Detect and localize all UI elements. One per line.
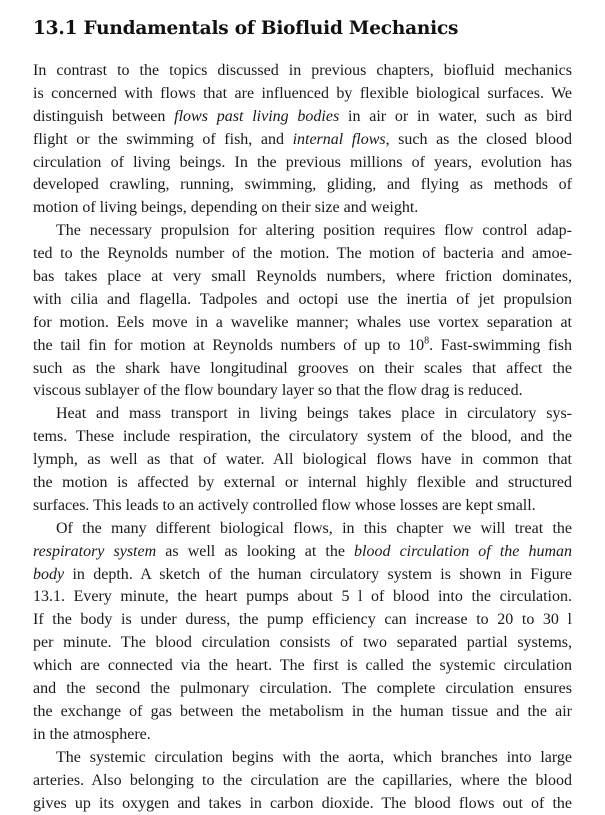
text-run: is concerned with flows that are influenced by flexible biological surfaces. We [33,85,572,102]
text-line [33,632,572,655]
text-run: flight or the swimming of fish, and [33,131,293,148]
text-run: surfaces. This leads to an actively controlled flow whose losses are kept small. [33,497,536,514]
text-line [33,609,572,632]
text-run: in air or in water, such as bird [339,108,572,125]
text-line [33,449,572,472]
text-run: for motion. Eels move in a wavelike manner; whales use vortex separation at [33,314,572,331]
text-run: lymph, as well as that of water. All biological flows have in common that [33,451,572,468]
emphasis-text: flows past living bodies [174,108,339,125]
text-run: developed crawling, running, swimming, gliding, and flying as methods of [33,176,572,193]
text-line [33,586,572,609]
text-run: 13.1. Every minute, the heart pumps about 5 l of blood into the circulation. [33,588,572,605]
text-run: the tail fin for motion at Reynolds numbers of up to 10 [33,337,424,354]
text-run: which are connected via the heart. The first is called the systemic circulation [33,657,572,674]
text-line [33,678,572,701]
text-line [33,403,572,426]
text-line [33,541,572,564]
text-line [33,380,572,403]
text-line [33,266,572,289]
text-line [33,793,572,815]
text-line [33,335,572,358]
text-run: motion of living beings, depending on their size and weight. [33,199,418,216]
text-line [33,83,572,106]
text-line [33,289,572,312]
emphasis-text: blood circulation of the human [354,543,572,560]
paragraph [33,60,572,220]
text-run: with cilia and flagella. Tadpoles and octopi use the inertia of jet propulsion [33,291,572,308]
text-line [33,174,572,197]
text-run: tems. These include respiration, the circulatory system of the blood, and the [33,428,572,445]
text-line [33,701,572,724]
text-line [33,724,572,747]
text-run: in depth. A sketch of the human circulatory system is shown in Figure [64,566,572,583]
text-run: bas takes place at very small Reynolds numbers, where friction dominates, [33,268,572,285]
superscript: 8 [424,335,429,346]
text-run: In contrast to the topics discussed in previous chapters, biofluid mechanics [33,62,572,79]
text-run: viscous sublayer of the flow boundary layer so that the flow drag is reduced. [33,382,523,399]
emphasis-text: respiratory system [33,543,156,560]
text-line [33,426,572,449]
text-line [33,518,572,541]
text-run: as well as looking at the [156,543,354,560]
text-run: The necessary propulsion for altering position requires flow control adap- [56,222,572,239]
text-run: Heat and mass transport in living beings takes place in circulatory sys- [56,405,572,422]
text-line [33,495,572,518]
text-line [33,243,572,266]
text-run: and the second the pulmonary circulation. The complete circulation ensures [33,680,572,697]
text-run: gives up its oxygen and takes in carbon dioxide. The blood flows out of the [33,795,572,812]
paragraph [33,747,572,815]
text-line [33,770,572,793]
section-heading: 13.1 Fundamentals of Biofluid Mechanics [33,18,458,39]
text-line [33,747,572,770]
text-line [33,106,572,129]
text-run: such as the shark have longitudinal grooves on their scales that affect the [33,360,572,377]
text-run: . Fast-swimming fish [429,337,572,354]
text-line [33,564,572,587]
emphasis-text: body [33,566,64,583]
text-run: Of the many different biological flows, in this chapter we will treat the [56,520,572,537]
text-line [33,197,572,220]
emphasis-text: internal flows [293,131,386,148]
text-line [33,472,572,495]
text-run: per minute. The blood circulation consists of two separated partial systems, [33,634,572,651]
text-run: circulation of living beings. In the previous millions of years, evolution has [33,154,572,171]
text-run: in the atmosphere. [33,726,151,743]
text-line [33,129,572,152]
paragraph [33,403,572,517]
text-line [33,358,572,381]
text-run: the motion is affected by external or internal highly flexible and structured [33,474,572,491]
body-text [33,60,572,815]
text-run: ted to the Reynolds number of the motion. The motion of bacteria and amoe- [33,245,572,262]
text-line [33,220,572,243]
text-line [33,312,572,335]
text-line [33,60,572,83]
text-run: , such as the closed blood [386,131,572,148]
text-line [33,655,572,678]
text-run: If the body is under duress, the pump efficiency can increase to 20 to 30 l [33,611,572,628]
text-run: arteries. Also belonging to the circulation are the capillaries, where the blood [33,772,572,789]
paragraph [33,518,572,747]
paragraph [33,220,572,403]
text-run: distinguish between [33,108,174,125]
text-run: the exchange of gas between the metabolism in the human tissue and the air [33,703,572,720]
text-line [33,152,572,175]
text-run: The systemic circulation begins with the aorta, which branches into large [56,749,572,766]
